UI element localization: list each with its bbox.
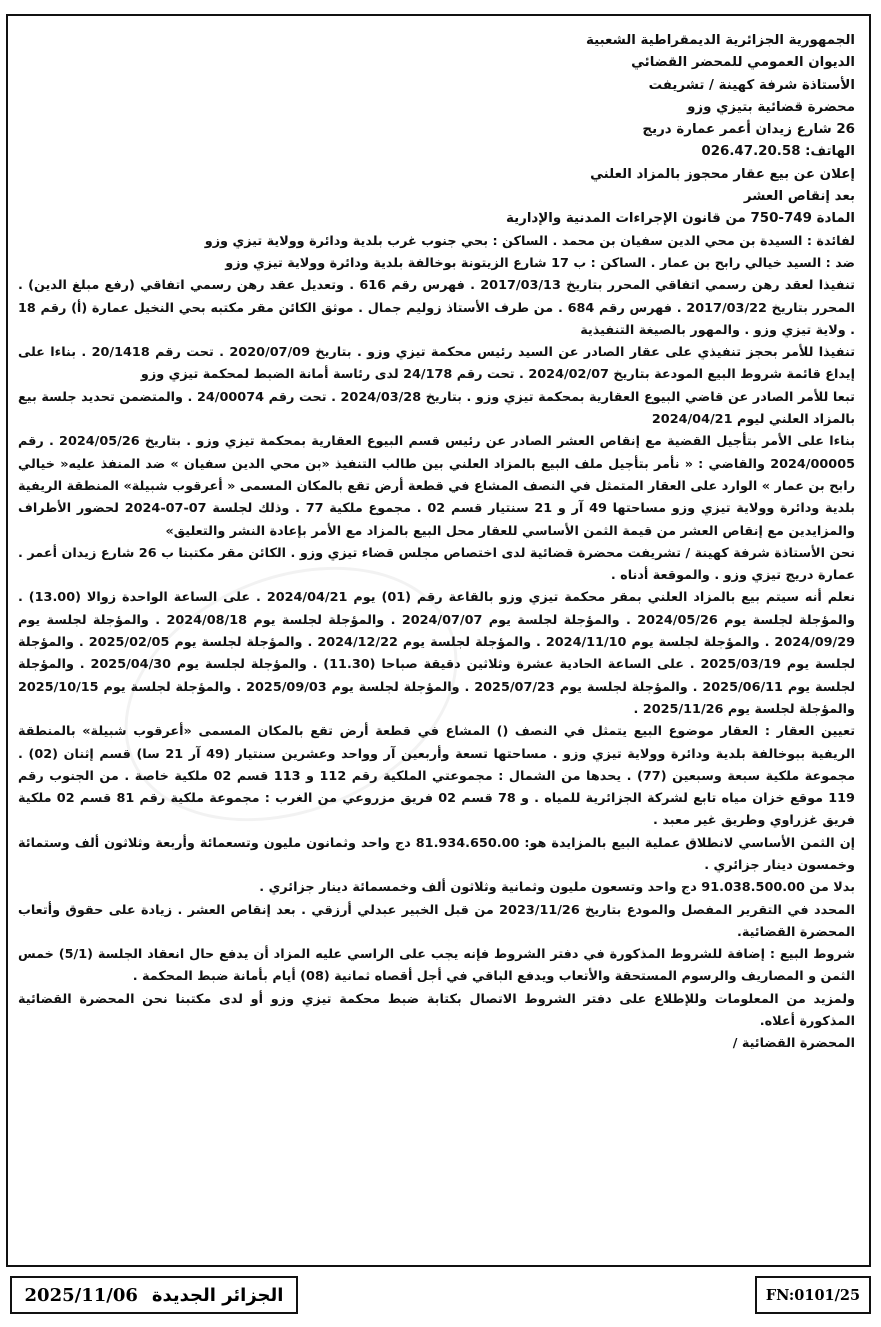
newspaper-name: الجزائر الجديدة [151,1284,284,1306]
order-paragraph: تبعا للأمر الصادر عن قاضي البيوع العقارية بمحكمة تيزي وزو . بتاريخ 2024/03/28 . تحت رقم 24/00074 . والمتضمن تحديد جلسة بيع بالمزاد العلني ليوم 2024/04/21 [18,389,855,428]
notice-title: إعلان عن بيع عقار محجوز بالمزاد العلني [590,166,855,182]
phone-line: الهاتف: 026.47.20.58 [701,144,855,160]
law-reference: المادة 749-750 من قانون الإجراءات المدنية والإدارية [505,211,855,227]
reference-footer [755,1276,871,1314]
contact-paragraph: ولمزيد من المعلومات وللإطلاع على دفتر الشروط الاتصال بكتابة ضبط محكمة تيزي وزو أو لدى مكتبنا نحن المحضرة القضائية المذكورة أعلاه. [18,991,855,1030]
bailiff-paragraph: نحن الأستاذة شرفة كهينة / تشريفت محضرة قضائية لدى اختصاص مجلس قضاء تيزي وزو . الكائن مقر مكتبنا ب 26 شارع زيدان أعمر . عمارة دريج تيزي وزو . والموقعة أدناه . [18,545,855,584]
publication-date: 2025/11/06 [24,1284,138,1306]
signature: المحضرة القضائية / [732,1036,855,1052]
base-price-paragraph: إن الثمن الأساسي لانطلاق عملية البيع بالمزايدة هو: 81.934.650.00 دج واحد وثمانون مليون وتسعمائة وأربعة وثلاثون ألف وستمائة وخمسون دينار جزائري . [18,835,855,873]
property-paragraph: تعيين العقار : العقار موضوع البيع يتمثل في النصف () المشاع في قطعة أرض تقع بالمكان المسمى «أعرقوب شبيلة» بالمنطقة الريفية ببوخالفة بلدية ودائرة وولاية تيزي وزو . مساحتها تسعة وأربعين آر وواحد وعشرين سنتيار (49 آر 21 سا) قسم إثنان (02) . مجموعة ملكية سبعة وسبعين (77) . يحدها من الشمال : مجموعتي الملكية رقم 112 و 113 قسم 02 ملكية خاصة . من الجنوب رقم 119 موقع خزان مياه تابع لشركة الجزائرية للمياه . و 78 قسم 02 فريق مزروعي من الغرب : مجموعة ملكية رقم 81 قسم 02 ملكية فريق غزراوي وطريق غير معبد . [18,724,856,829]
notice-content [18,30,855,1056]
defendant-paragraph: ضد : السيد خيالي رابح بن عمار . الساكن : ب 17 شارع الزيتونة بوخالفة بلدية ودائرة وولاية تيزي وزو [225,255,855,271]
seizure-paragraph: تنفيذا للأمر بحجز تنفيذي على عقار الصادر عن السيد رئيس محكمة تيزي وزو . بتاريخ 2020/07/09 . تحت رقم 20/1418 . بناءا على إيداع قائمة شروط البيع المودعة بتاريخ 2024/02/07 . تحت رقم 24/178 لدى رئاسة أمانة الضبط لمحكمة تيزي وزو [18,345,855,383]
postponement-paragraph: بناءا على الأمر بتأجيل القضية مع إنقاص العشر الصادر عن رئيس قسم البيوع العقارية بمحكمة تيزي وزو . بتاريخ 2024/05/26 . رقم 2024/00005 والقاضي : « نأمر بتأجيل ملف البيع بالمزاد العلني بين طالب التنفيذ «بن محي الدين سفيان » ضد المنفذ عليه« خيالي رابح بن عمار » الوارد على العقار المتمثل في النصف المشاع في قطعة أرض تقع بالمكان المسمى « أعرقوب شبيلة» المنطقة الريفية بلدية ودائرة وولاية تيزي وزو مساحتها 49 آر و 21 سنتيار قسم 02 . مجموع ملكية 77 . وذلك لجلسة 07-07-2024 لحضور الأطراف والمزايدين مع إنقاص العشر من قيمة الثمن الأساسي للعقار محل البيع بالمزاد مع الأمر بإعادة النشر والتعليق» [18,434,855,539]
court-line: محضرة قضائية بتيزي وزو [687,99,855,115]
auction-dates-paragraph: نعلم أنه سيتم بيع بالمزاد العلني بمقر محكمة تيزي وزو بالقاعة رقم (01) يوم 2024/04/21 . على الساعة الواحدة زوالا (13.00) . والمؤجلة لجلسة يوم 2024/05/26 . والمؤجلة لجلسة يوم 2024/07/07 . والمؤجلة لجلسة يوم 2024/08/18 . والمؤجلة لجلسة يوم 2024/09/29 . والمؤجلة لجلسة يوم 2024/11/10 . والمؤجلة لجلسة يوم 2024/12/22 . والمؤجلة لجلسة يوم 2025/02/05 . والمؤجلة لجلسة يوم 2025/03/19 . على الساعة الحادية عشرة وثلاثين دقيقة صباحا (11.30) . والمؤجلة لجلسة يوم 2025/04/30 . والمؤجلة لجلسة يوم 2025/06/11 . والمؤجلة لجلسة يوم 2025/07/23 . والمؤجلة لجلسة يوم 2025/09/03 . والمؤجلة لجلسة يوم 2025/10/15 والمؤجلة لجلسة يوم 2025/11/26 . [18,590,856,717]
reference-number: FN:0101/25 [765,1286,861,1304]
expert-report-paragraph: المحدد في التقرير المفصل والمودع بتاريخ 2023/11/26 من قبل الخبير عبدلي أرزقي . بعد إنقاص العشر . زيادة على حقوق وأتعاب المحضرة القضائية. [18,902,855,940]
newspaper-footer [10,1276,298,1314]
mortgage-paragraph: تنفيذا لعقد رهن رسمي اتفاقي المحرر بتاريخ 2017/03/13 . فهرس رقم 616 . وتعديل عقد رهن رسمي اتفاقي (رفع مبلغ الدين) . المحرر بتاريخ 2017/03/22 . فهرس رقم 684 . من طرف الأستاذ زوليم جمال . موثق الكائن مقر مكتبه بحي النخيل عمارة (أ) رقم 18 . ولاية تيزي وزو . والمهور بالصيغة التنفيذية [18,278,855,338]
bailiff-name: الأستاذة شرفة كهينة / تشريفت [648,77,855,93]
notice-subtitle: بعد إنقاص العشر [743,189,855,205]
notice-frame [6,14,871,1267]
beneficiary-paragraph: لفائدة : السيدة بن محي الدين سفيان بن محمد . الساكن : بحي جنوب غرب بلدية ودائرة وولاية تيزي وزو [204,233,855,249]
address-line: 26 شارع زيدان أعمر عمارة دريج [642,122,855,138]
republic-line: الجمهورية الجزائرية الديمقراطية الشعبية [586,33,855,48]
office-line: الديوان العمومي للمحضر القضائي [631,55,855,71]
sale-conditions-paragraph: شروط البيع : إضافة للشروط المذكورة في دفتر الشروط فإنه يجب على الراسي عليه المزاد أن يدفع حال انعقاد الجلسة (5/1) خمس الثمن و المصاريف والرسوم المستحقة والأتعاب ويدفع الباقي في أجل أقصاه ثمانية (08) أيام بأمانة ضبط المحكمة . [18,947,855,985]
previous-price-paragraph: بدلا من 91.038.500.00 دج واحد وتسعون مليون وثمانية وثلاثون ألف وخمسمائة دينار جزائري . [259,880,855,896]
